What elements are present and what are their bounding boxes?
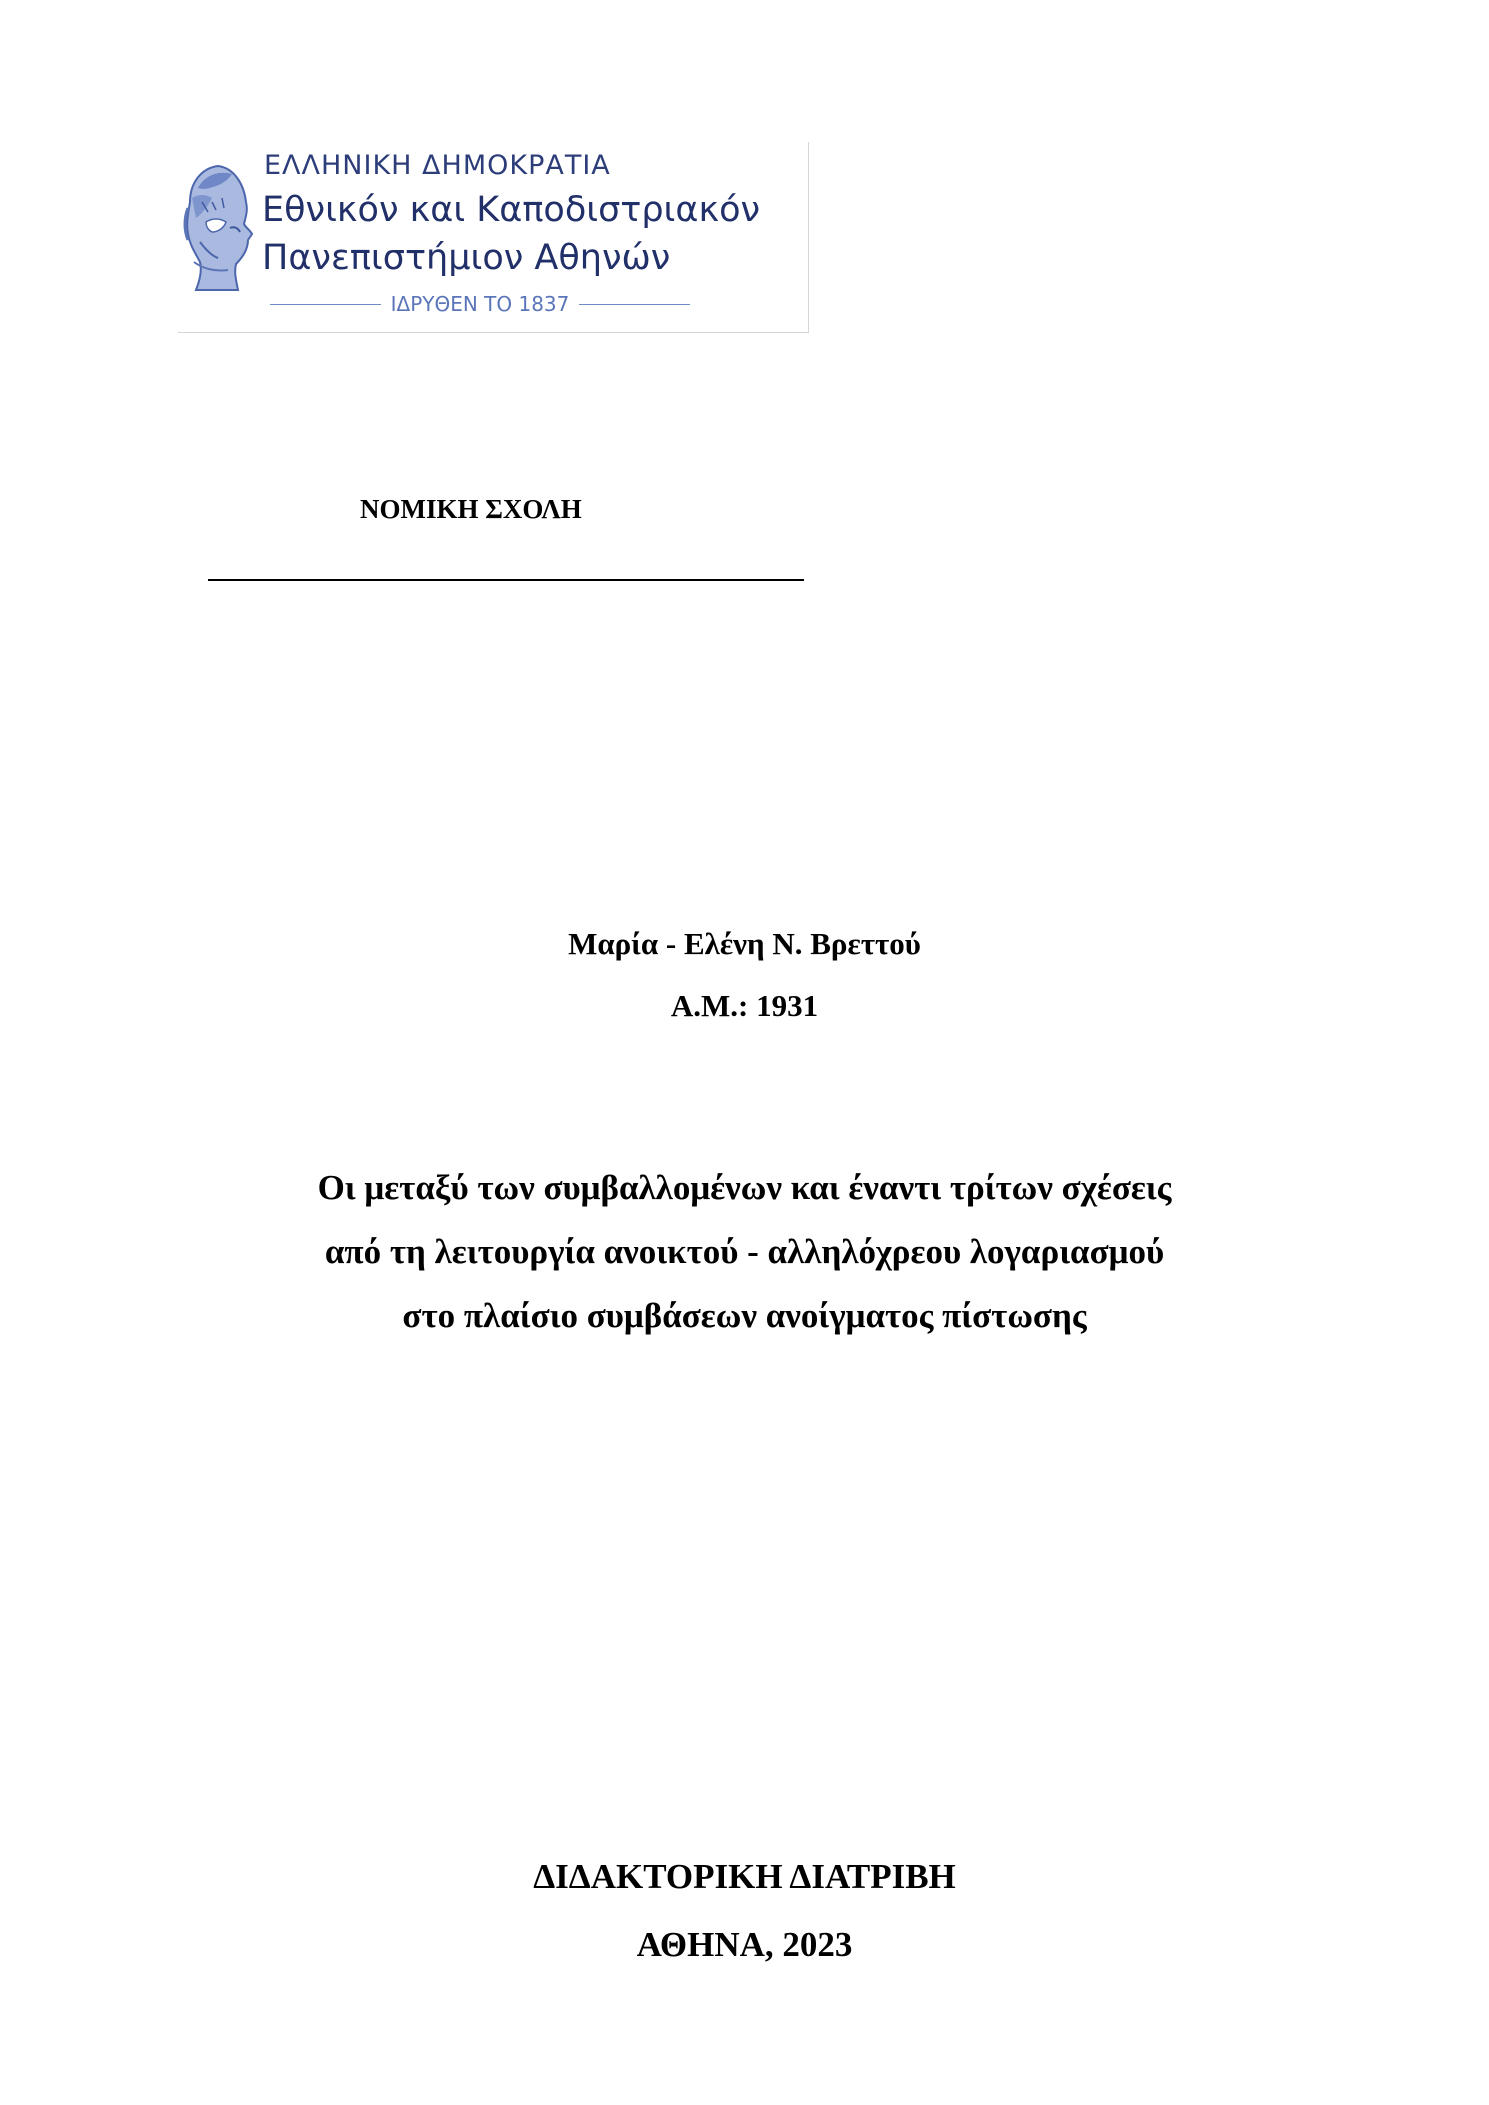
school-underline — [208, 579, 804, 581]
school-name: ΝΟΜΙΚΗ ΣΧΟΛΗ — [360, 494, 582, 524]
thesis-title-line-2: από τη λειτουργία ανοικτού - αλληλόχρεου λογαριασμού — [324, 1232, 1165, 1271]
thesis-title-line-1: Οι μεταξύ των συμβαλλομένων και έναντι τρίτων σχέσεις — [317, 1168, 1172, 1207]
founded-right-rule — [579, 304, 690, 305]
founded-text: ΙΔΡΥΘΕΝ ΤΟ 1837 — [390, 292, 570, 316]
logo-line-university-1: Εθνικόν και Καποδιστριακόν — [262, 190, 761, 230]
thesis-title-line-3: στο πλαίσιο συμβάσεων ανοίγματος πίστωσης — [402, 1296, 1087, 1335]
logo-line-university-2: Πανεπιστήμιον Αθηνών — [262, 238, 671, 278]
logo-line-republic: ΕΛΛΗΝΙΚΗ ΔΗΜΟΚΡΑΤΙΑ — [264, 150, 611, 181]
founded-left-rule — [270, 304, 381, 305]
university-logo — [178, 142, 809, 333]
document-type: ΔΙΔΑΚΤΟΡΙΚΗ ΔΙΑΤΡΙΒΗ — [533, 1857, 956, 1896]
author-name: Μαρία - Ελένη Ν. Βρεττού — [568, 926, 921, 961]
place-and-year: ΑΘΗΝΑ, 2023 — [636, 1925, 853, 1964]
registration-number: Α.Μ.: 1931 — [670, 988, 819, 1023]
athena-head-icon — [178, 158, 256, 298]
logo-founded — [270, 292, 690, 316]
